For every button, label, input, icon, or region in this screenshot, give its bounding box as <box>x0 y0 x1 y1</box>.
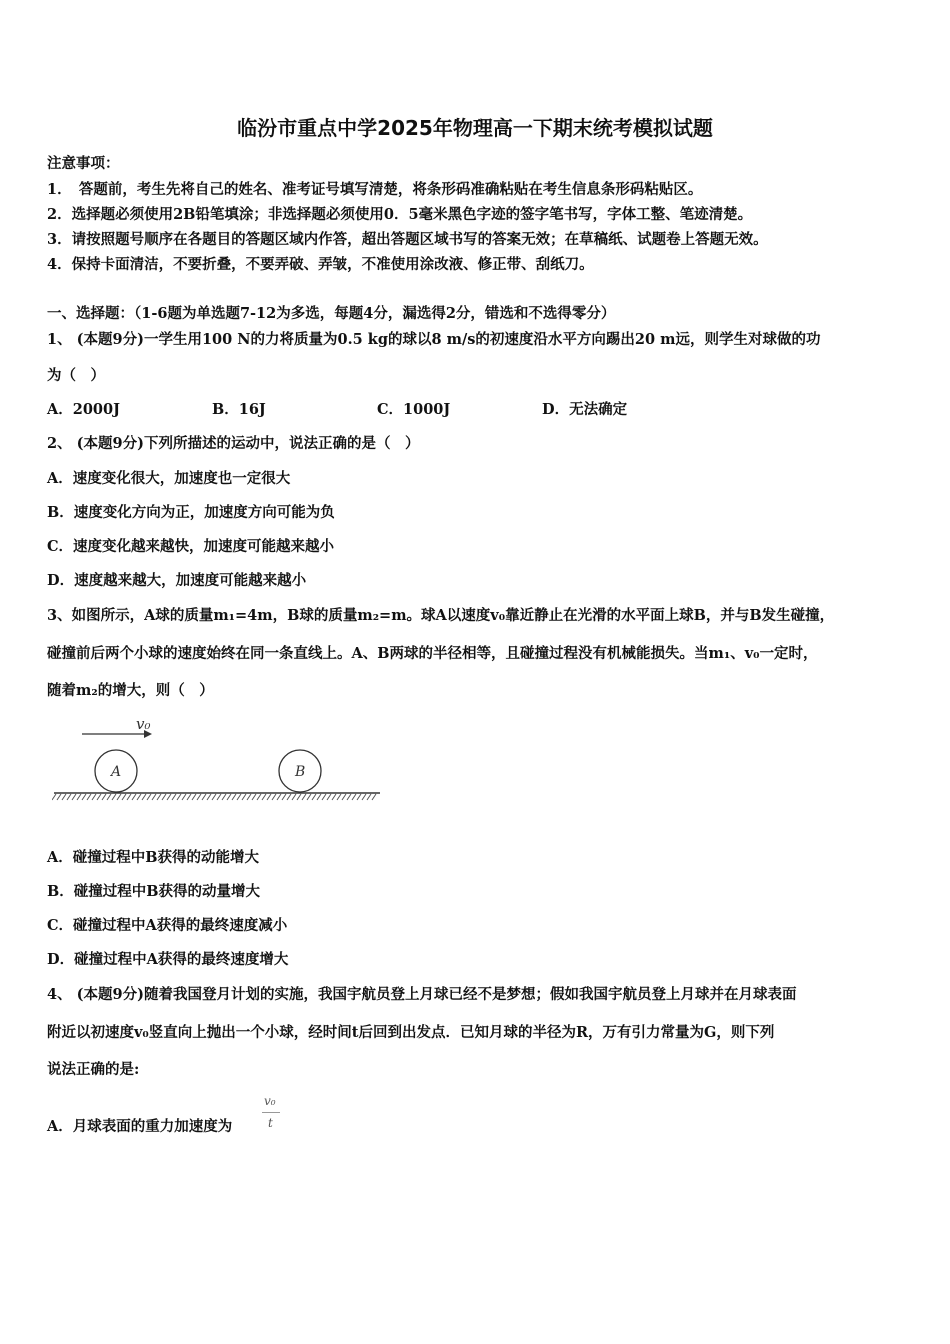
hatch-mark <box>57 794 61 800</box>
hatch-mark <box>352 794 356 800</box>
hatch-mark <box>152 794 156 800</box>
hatch-mark <box>307 794 311 800</box>
hatch-mark <box>247 794 251 800</box>
notice-item: 1． 答题前，考生先将自己的姓名、准考证号填写清楚，将条形码准确粘贴在考生信息条形码粘贴区。 <box>47 181 703 198</box>
notice-item: 4．保持卡面清洁，不要折叠，不要弄破、弄皱，不准使用涂改液、修正带、刮纸刀。 <box>47 256 594 273</box>
hatch-mark <box>287 794 291 800</box>
option-a: A．碰撞过程中B获得的动能增大 <box>47 849 260 866</box>
hatch-mark <box>112 794 116 800</box>
option-c: C．碰撞过程中A获得的最终速度减小 <box>47 917 288 934</box>
hatch-mark <box>302 794 306 800</box>
hatch-mark <box>192 794 196 800</box>
option-d: D．速度越来越大，加速度可能越来越小 <box>47 572 307 589</box>
hatch-mark <box>172 794 176 800</box>
notice-item: 3．请按照题号顺序在各题目的答题区域内作答，超出答题区域书写的答案无效；在草稿纸、试题卷上答题无效。 <box>47 231 768 248</box>
hatch-mark <box>367 794 371 800</box>
hatch-mark <box>182 794 186 800</box>
hatch-mark <box>357 794 361 800</box>
hatch-mark <box>242 794 246 800</box>
hatch-mark <box>332 794 336 800</box>
hatch-mark <box>282 794 286 800</box>
hatch-mark <box>97 794 101 800</box>
hatch-mark <box>222 794 226 800</box>
hatch-mark <box>187 794 191 800</box>
fraction-bar <box>262 1112 280 1113</box>
question-3-stem-cont: 随着m₂的增大，则（ ） <box>47 682 214 699</box>
hatch-mark <box>52 794 56 800</box>
hatch-mark <box>157 794 161 800</box>
option-a: A．月球表面的重力加速度为 <box>47 1118 233 1135</box>
hatch-mark <box>257 794 261 800</box>
hatch-mark <box>272 794 276 800</box>
section-heading: 一、选择题：（1-6题为单选题7-12为多选，每题4分，漏选得2分，错选和不选得零分） <box>47 305 616 322</box>
hatch-mark <box>342 794 346 800</box>
hatch-mark <box>217 794 221 800</box>
question-1-stem: 1、 (本题9分)一学生用100 N的力将质量为0.5 kg的球以8 m/s的初速度沿水平方向踢出20 m远，则学生对球做的功 <box>47 331 821 348</box>
hatch-mark <box>132 794 136 800</box>
hatch-mark <box>252 794 256 800</box>
hatch-mark <box>267 794 271 800</box>
notice-heading: 注意事项： <box>47 155 120 172</box>
hatch-mark <box>162 794 166 800</box>
option-d: D．无法确定 <box>542 401 628 418</box>
hatch-mark <box>117 794 121 800</box>
hatch-mark <box>127 794 131 800</box>
question-2-stem: 2、 (本题9分)下列所描述的运动中，说法正确的是（ ） <box>47 435 420 452</box>
hatch-mark <box>67 794 71 800</box>
hatch-mark <box>147 794 151 800</box>
hatch-mark <box>202 794 206 800</box>
hatch-mark <box>62 794 66 800</box>
hatch-mark <box>177 794 181 800</box>
hatch-mark <box>87 794 91 800</box>
question-4-stem-cont: 说法正确的是: <box>47 1061 140 1078</box>
hatch-mark <box>122 794 126 800</box>
option-b: B．碰撞过程中B获得的动量增大 <box>47 883 261 900</box>
hatch-mark <box>92 794 96 800</box>
question-4-stem: 4、 (本题9分)随着我国登月计划的实施，我国宇航员登上月球已经不是梦想；假如我国宇航员登上月球并在月球表面 <box>47 986 797 1003</box>
hatch-mark <box>197 794 201 800</box>
hatch-mark <box>237 794 241 800</box>
hatch-mark <box>312 794 316 800</box>
hatch-mark <box>362 794 366 800</box>
hatch-mark <box>317 794 321 800</box>
option-d: D．碰撞过程中A获得的最终速度增大 <box>47 951 289 968</box>
option-c: C．1000J <box>377 401 451 418</box>
hatch-mark <box>107 794 111 800</box>
option-a: A．2000J <box>47 401 120 418</box>
hatch-mark <box>207 794 211 800</box>
question-1-stem-cont: 为（ ） <box>47 367 105 384</box>
question-4-stem-cont: 附近以初速度v₀竖直向上抛出一个小球，经时间t后回到出发点．已知月球的半径为R，万有引力常量为G，则下列 <box>47 1024 775 1041</box>
hatch-mark <box>337 794 341 800</box>
fraction-denominator: t <box>268 1116 273 1130</box>
notice-item: 2．选择题必须使用2B铅笔填涂；非选择题必须使用0．5毫米黑色字迹的签字笔书写，字体工整、笔迹清楚。 <box>47 206 753 223</box>
question-3-stem-cont: 碰撞前后两个小球的速度始终在同一条直线上。A、B两球的半径相等，且碰撞过程没有机械能损失。当m₁、v₀一定时， <box>47 645 818 662</box>
ground-hatching <box>52 794 376 800</box>
hatch-mark <box>77 794 81 800</box>
hatch-mark <box>322 794 326 800</box>
option-b: B．速度变化方向为正，加速度方向可能为负 <box>47 504 335 521</box>
hatch-mark <box>232 794 236 800</box>
hatch-mark <box>297 794 301 800</box>
hatch-mark <box>82 794 86 800</box>
ball-a-label: A <box>111 764 122 780</box>
hatch-mark <box>142 794 146 800</box>
velocity-label: v₀ <box>136 715 151 733</box>
hatch-mark <box>292 794 296 800</box>
hatch-mark <box>212 794 216 800</box>
option-b: B．16J <box>212 401 266 418</box>
hatch-mark <box>327 794 331 800</box>
hatch-mark <box>102 794 106 800</box>
hatch-mark <box>347 794 351 800</box>
ball-b-label: B <box>295 764 306 780</box>
page-title: 临汾市重点中学2025年物理高一下期末统考模拟试题 <box>237 116 713 140</box>
hatch-mark <box>262 794 266 800</box>
question-3-stem: 3、如图所示，A球的质量m₁=4m，B球的质量m₂=m。球A以速度v₀靠近静止在光滑的水平面上球B，并与B发生碰撞， <box>47 607 835 624</box>
option-c: C．速度变化越来越快，加速度可能越来越小 <box>47 538 335 555</box>
hatch-mark <box>277 794 281 800</box>
hatch-mark <box>137 794 141 800</box>
hatch-mark <box>372 794 376 800</box>
hatch-mark <box>167 794 171 800</box>
fraction-numerator: v₀ <box>264 1094 276 1108</box>
fraction-v0-over-t <box>262 1094 282 1138</box>
option-a: A．速度变化很大，加速度也一定很大 <box>47 470 291 487</box>
hatch-mark <box>227 794 231 800</box>
collision-diagram <box>52 712 384 808</box>
hatch-mark <box>72 794 76 800</box>
